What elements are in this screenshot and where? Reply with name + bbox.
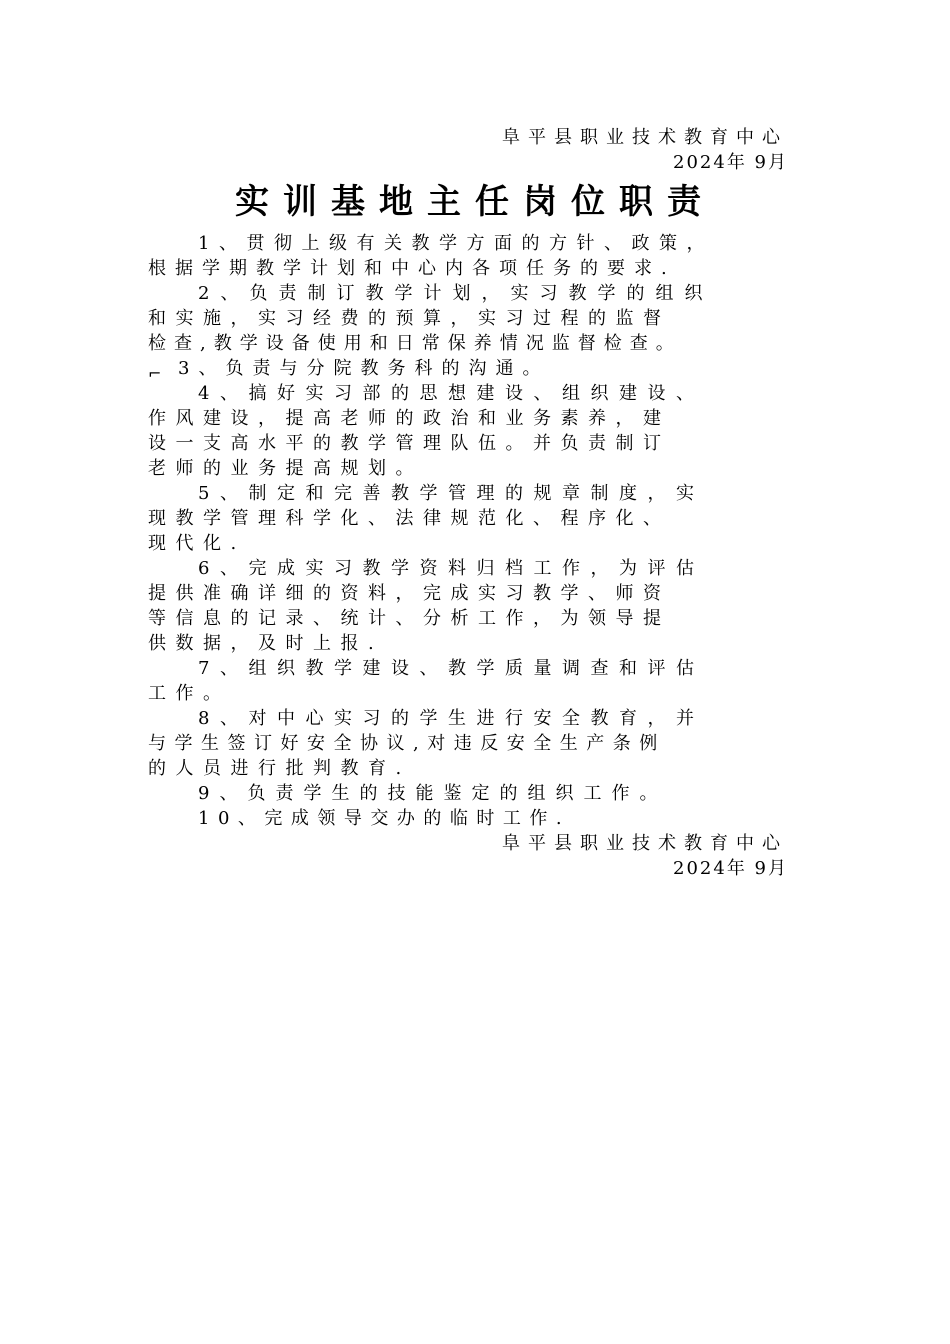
- header-date: 2024年 9月: [673, 152, 788, 173]
- duty-7-line-1: 7、组织教学建设、教学质量调查和评估: [198, 658, 705, 679]
- duty-8-line-3: 的人员进行批判教育.: [148, 758, 411, 779]
- duty-6-line-3: 等信息的记录、统计、分析工作，为领导提: [148, 608, 671, 629]
- duty-10-line-1: 10、完成领导交办的临时工作.: [198, 808, 571, 829]
- duty-1-line-2: 根据学期教学计划和中心内各项任务的要求.: [148, 258, 676, 279]
- duty-9-line-1: 9、负责学生的技能鉴定的组织工作。: [198, 783, 668, 804]
- duty-4-line-1: 4、搞好实习部的思想建设、组织建设、: [198, 383, 705, 404]
- duty-8-line-2: 与学生签订好安全协议,对违反安全生产条例: [148, 733, 666, 754]
- duty-4-line-3: 设一支高水平的教学管理队伍。并负责制订: [148, 433, 671, 454]
- duty-6-line-1: 6、完成实习教学资料归档工作，为评估: [198, 558, 705, 579]
- footer-date: 2024年 9月: [673, 858, 788, 879]
- page-title: 实训基地主任岗位职责: [235, 182, 715, 222]
- duty-7-line-2: 工作。: [148, 683, 231, 704]
- duty-5-line-2: 现教学管理科学化、法律规范化、程序化、: [148, 508, 671, 529]
- duty-8-line-1: 8、对中心实习的学生进行安全教育，并: [198, 708, 705, 729]
- duty-3-line-1: 3、负责与分院教务科的沟通。: [178, 358, 550, 379]
- duty-2-line-1: 2、负责制订教学计划，实习教学的组织: [198, 283, 714, 304]
- duty-5-line-1: 5、制定和完善教学管理的规章制度，实: [198, 483, 705, 504]
- duty-1-line-1: 1、贯彻上级有关教学方面的方针、政策，: [198, 233, 714, 254]
- footer-org: 阜平县职业技术教育中心: [502, 833, 788, 854]
- duty-2-line-2: 和实施，实习经费的预算，实习过程的监督: [148, 308, 671, 329]
- duty-2-line-3: 检查,教学设备使用和日常保养情况监督检查。: [148, 333, 682, 354]
- bracket-mark: ⌐: [148, 364, 162, 383]
- duty-6-line-2: 提供准确详细的资料，完成实习教学、师资: [148, 583, 671, 604]
- duty-5-line-3: 现代化.: [148, 533, 246, 554]
- duty-4-line-2: 作风建设，提高老师的政治和业务素养，建: [148, 408, 671, 429]
- duty-6-line-4: 供数据，及时上报.: [148, 633, 384, 654]
- header-org: 阜平县职业技术教育中心: [502, 127, 788, 148]
- duty-4-line-4: 老师的业务提高规划。: [148, 458, 423, 479]
